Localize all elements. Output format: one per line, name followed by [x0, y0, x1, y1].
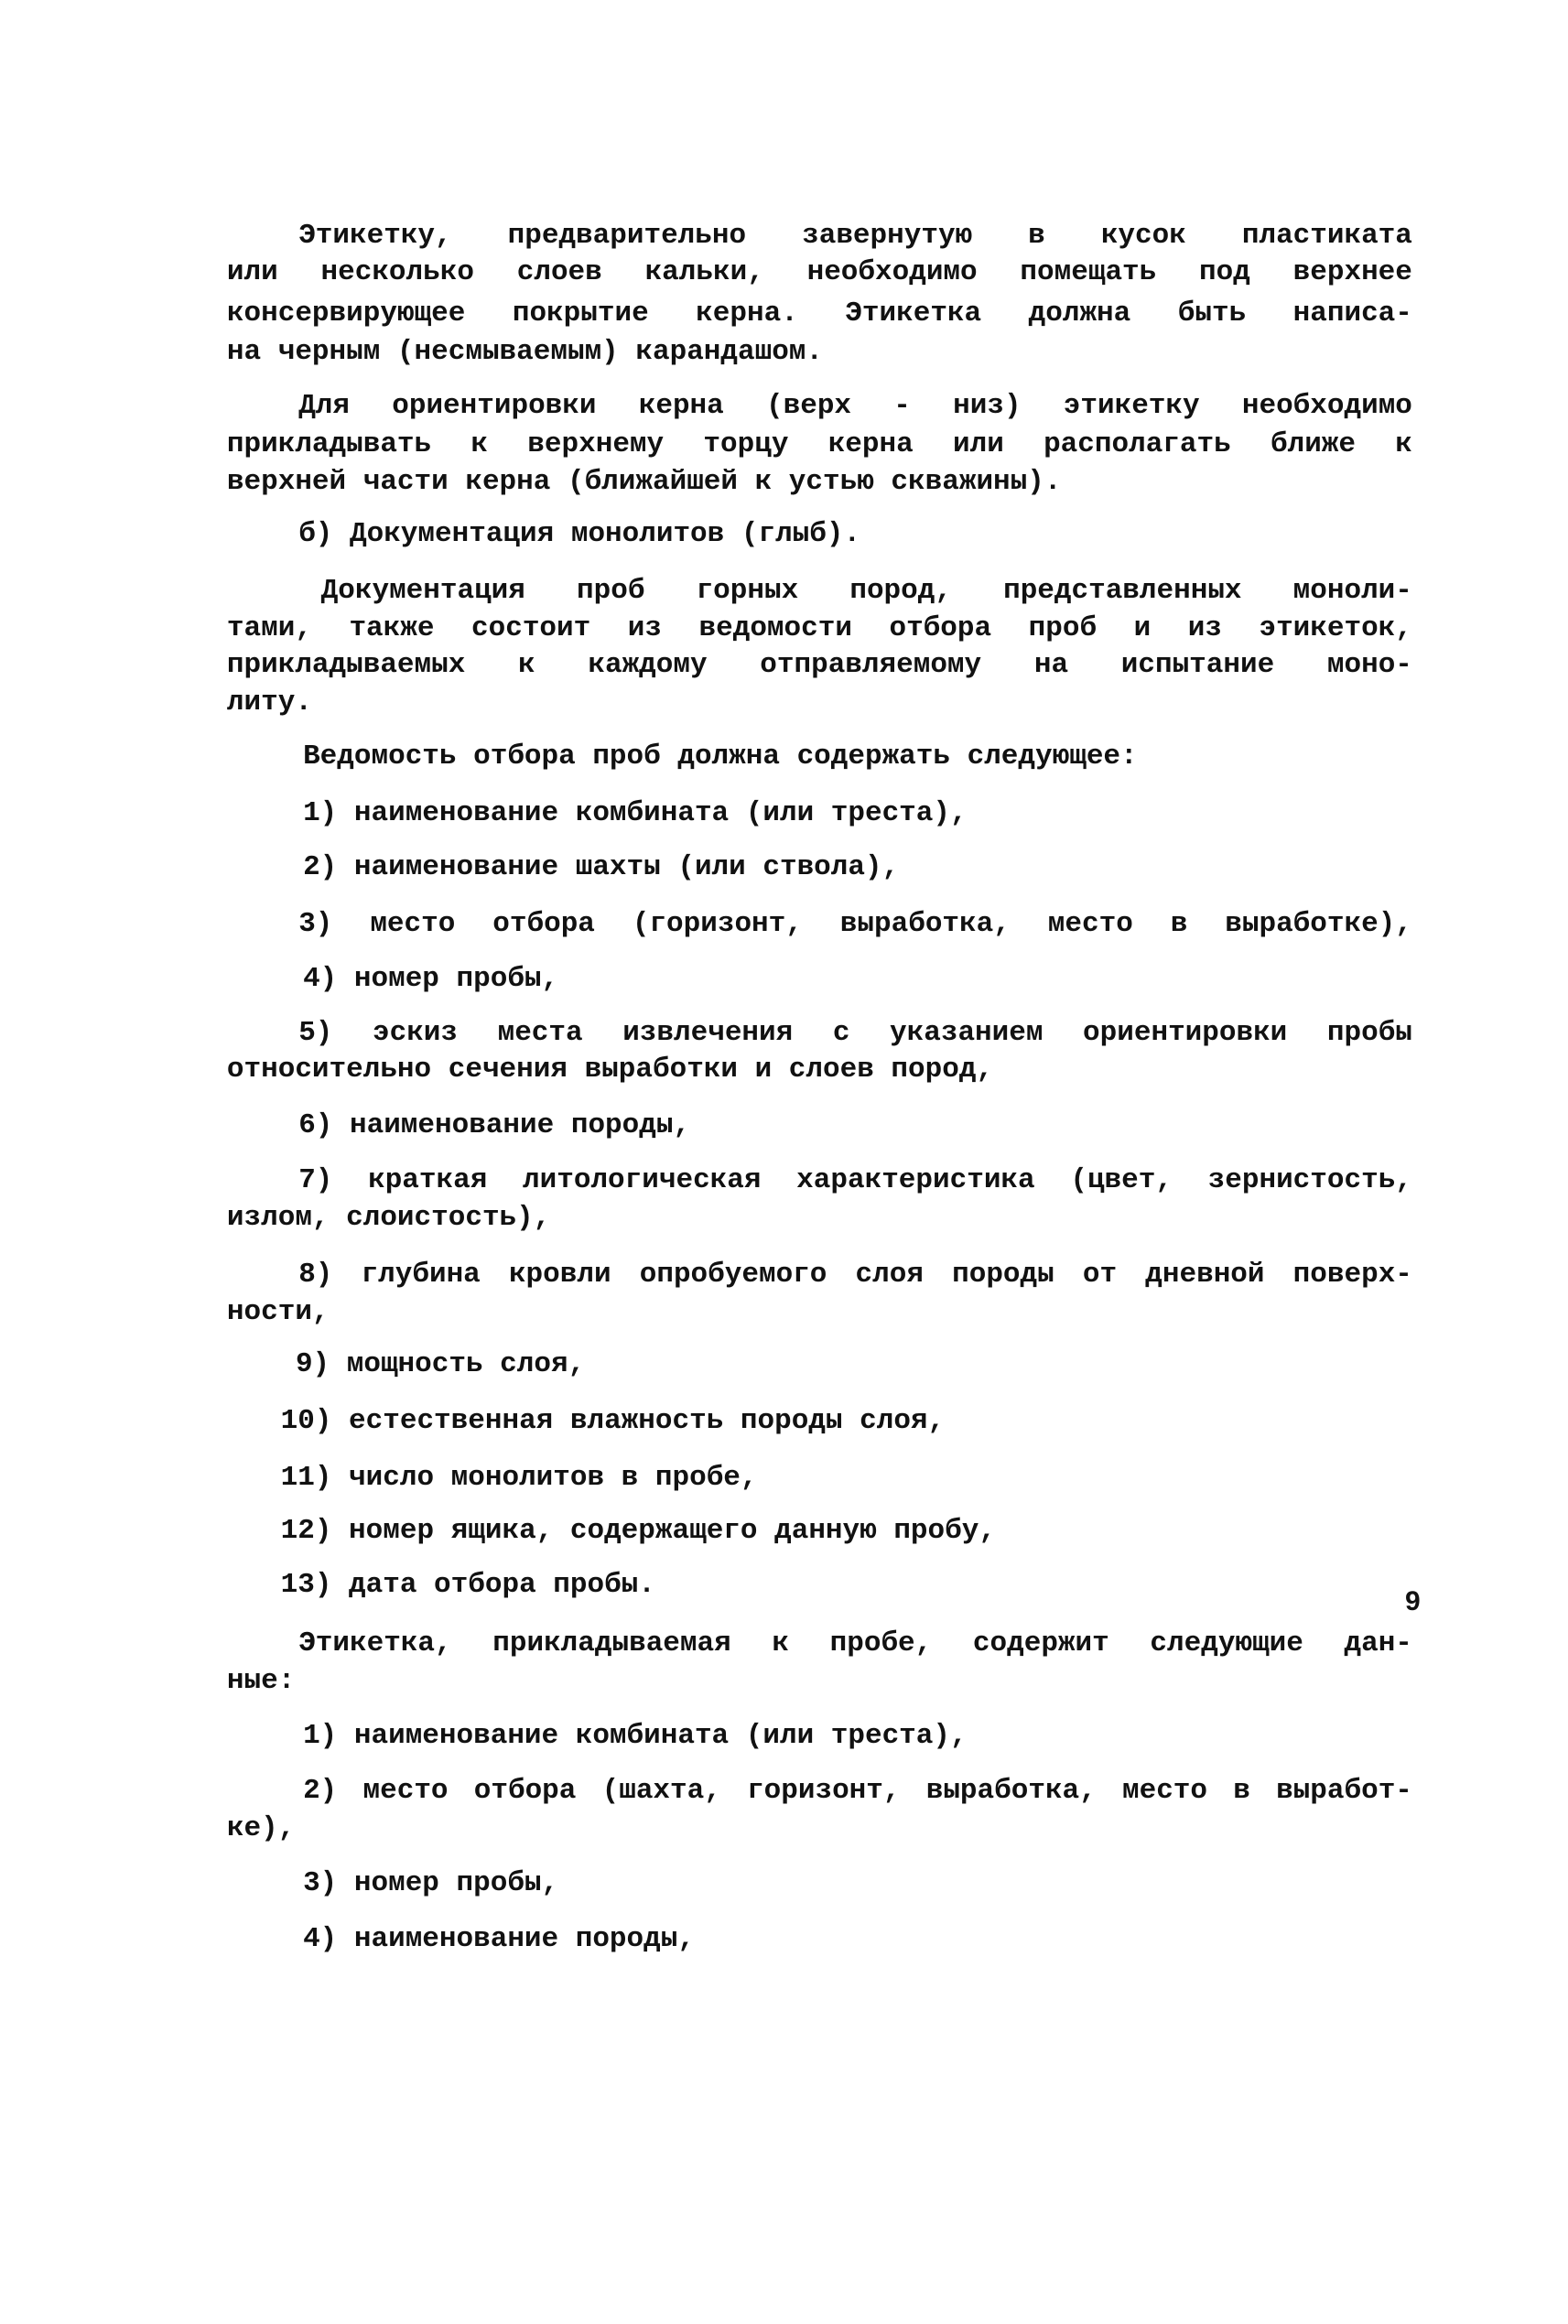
text-line: на черным (несмываемым) карандашом. [226, 335, 824, 368]
text-line: Ведомость отбора проб должна содержать следующее: [303, 740, 1138, 773]
text-line: 13) дата отбора пробы. [280, 1569, 655, 1602]
text-line: 2) место отбора (шахта, горизонт, выработка, место в выработ- [303, 1775, 1412, 1808]
text-line: 2) наименование шахты (или ствола), [303, 850, 900, 883]
text-line: Документация проб горных пород, представленных моноли- [320, 574, 1412, 607]
text-line: литу. [226, 686, 312, 719]
text-line: тами, также состоит из ведомости отбора проб и из этикеток, [226, 611, 1412, 644]
text-line: б) Документация монолитов (глыб). [298, 517, 861, 550]
text-line: верхней части керна (ближайшей к устью скважины). [226, 465, 1062, 498]
text-line: 7) краткая литологическая характеристика (цвет, зернистость, [298, 1164, 1412, 1197]
text-line: Этикетка, прикладываемая к пробе, содержит следующие дан- [298, 1627, 1412, 1659]
text-line: 8) глубина кровли опробуемого слоя породы от дневной поверх- [298, 1258, 1412, 1291]
text-line: 3) место отбора (горизонт, выработка, место в выработке), [298, 907, 1412, 940]
text-line: 10) естественная влажность породы слоя, [280, 1404, 946, 1437]
text-line: Этикетку, предварительно завернутую в кусок пластиката [298, 219, 1412, 252]
text-line: ные: [226, 1664, 296, 1697]
text-line: 1) наименование комбината (или треста), [303, 1719, 968, 1752]
text-line: ке), [226, 1811, 296, 1844]
text-line: 12) номер ящика, содержащего данную пробу, [280, 1515, 996, 1548]
text-line: 9) мощность слоя, [295, 1347, 586, 1380]
text-line: излом, слоистость), [226, 1201, 551, 1234]
text-line: 6) наименование породы, [298, 1108, 691, 1141]
text-line: относительно сечения выработки и слоев пород, [226, 1054, 994, 1086]
text-line: 3) номер пробы, [303, 1867, 559, 1900]
text-line: ности, [226, 1295, 330, 1328]
text-line: прикладываемых к каждому отправляемому на испытание моно- [226, 649, 1412, 682]
text-line: 4) наименование породы, [303, 1922, 695, 1955]
text-line: Для ориентировки керна (верх - низ) этикетку необходимо [298, 389, 1412, 422]
page-number: 9 [1405, 1586, 1421, 1616]
text-line: прикладывать к верхнему торцу керна или располагать ближе к [226, 428, 1412, 461]
text-line: или несколько слоев кальки, необходимо помещать под верхнее [226, 256, 1412, 289]
text-line: 11) число монолитов в пробе, [280, 1461, 758, 1494]
text-line: 4) номер пробы, [303, 962, 559, 995]
text-line: 5) эскиз места извлечения с указанием ориентировки пробы [298, 1016, 1412, 1049]
text-line: 1) наименование комбината (или треста), [303, 796, 968, 829]
text-line: консервирующее покрытие керна. Этикетка должна быть написа- [226, 297, 1412, 330]
